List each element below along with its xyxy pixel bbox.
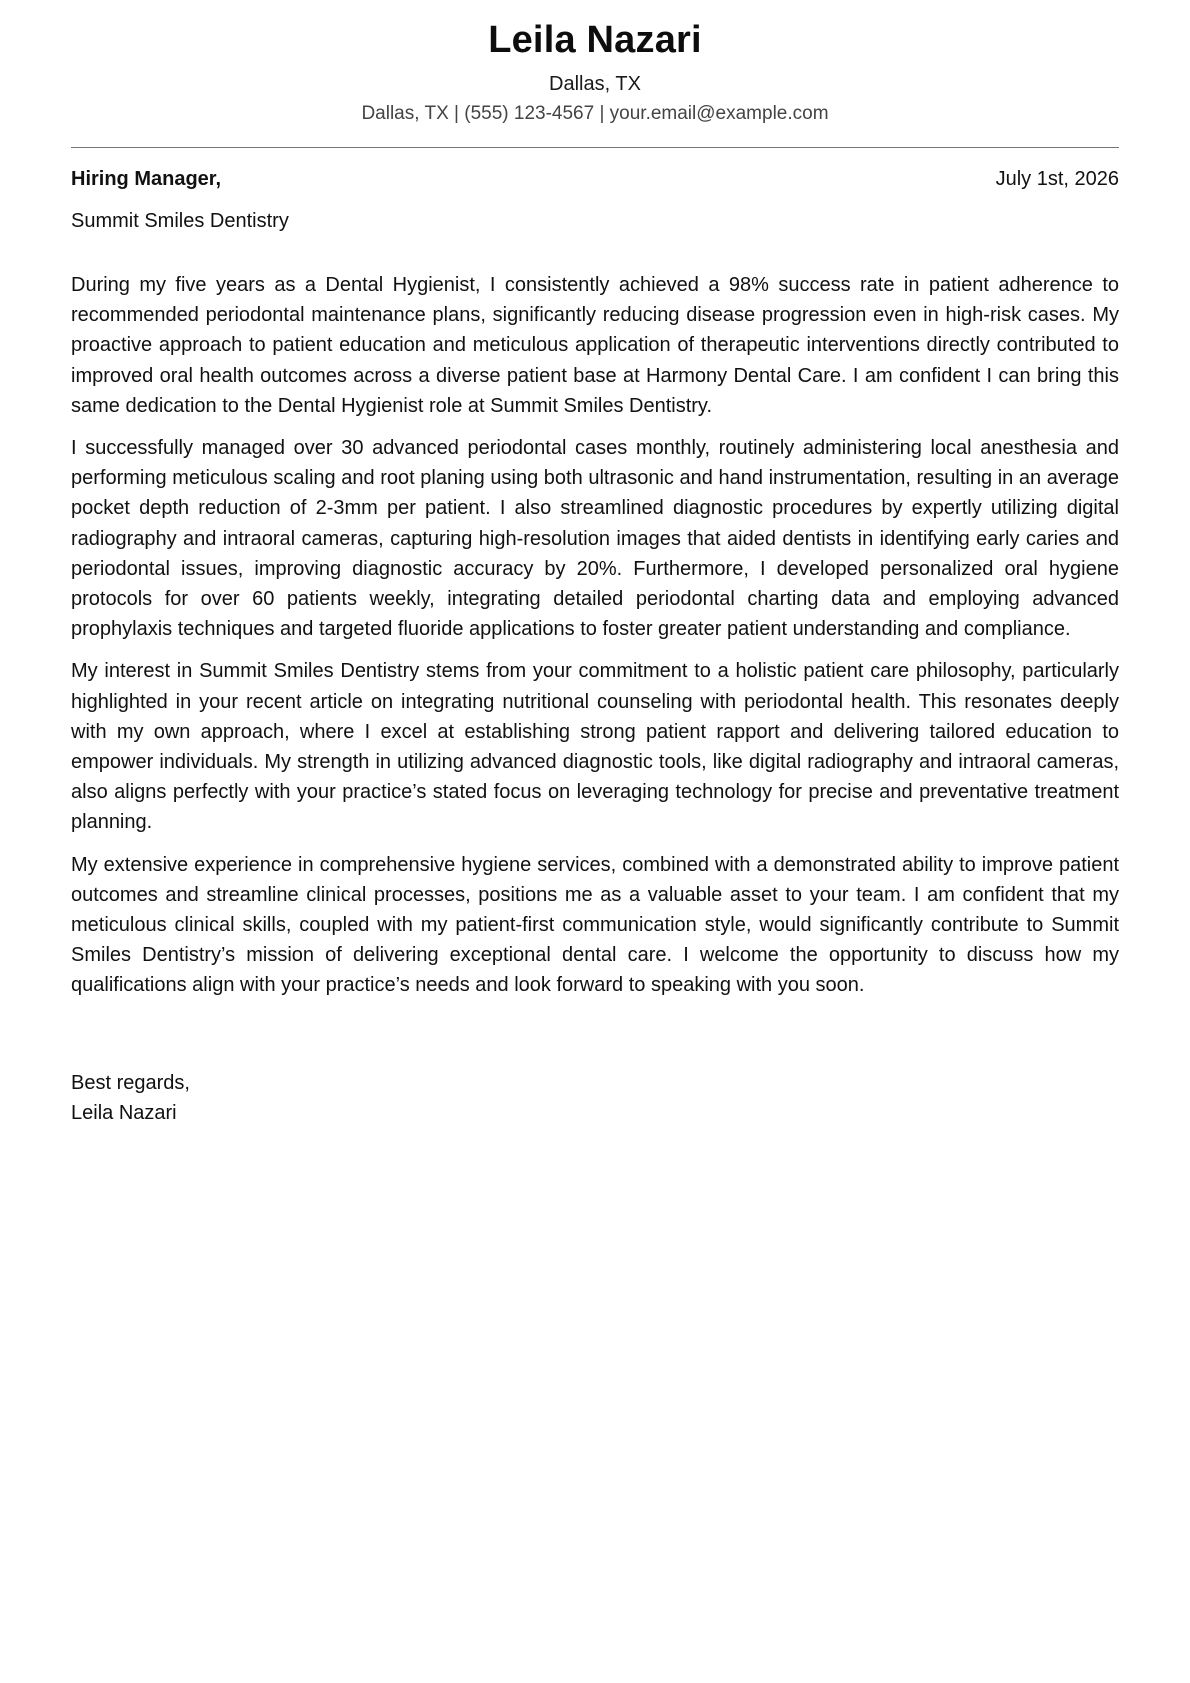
- body-paragraph: My extensive experience in comprehensive hygiene services, combined with a demonstrated ability to improve patient outcomes and streamline clinical processes, positions me as a valuable asset to your team. I am confident that my meticulous clinical skills, coupled with my patient-first communication style, would significantly contribute to Summit Smiles Dentistry’s mission of delivering exceptional dental care. I welcome the opportunity to discuss how my qualifications align with your practice’s needs and look forward to speaking with you soon.: [71, 853, 1119, 997]
- header-divider: [71, 147, 1119, 148]
- letter-body: [71, 270, 1119, 1013]
- signature-name: Leila Nazari: [71, 1102, 177, 1124]
- applicant-location: Dallas, TX: [549, 73, 641, 95]
- recipient-date-row: [71, 164, 1119, 194]
- recipient-salutation: Hiring Manager,: [71, 168, 222, 190]
- letter-closing: [71, 1068, 190, 1128]
- letter-header: [71, 14, 1119, 128]
- letter-date: July 1st, 2026: [995, 168, 1119, 190]
- body-paragraph: During my five years as a Dental Hygienist, I consistently achieved a 98% success rate in patient adherence to recommended periodontal maintenance plans, significantly reducing disease progression even in high-risk cases. My proactive approach to patient education and meticulous application of therapeutic interventions directly contributed to improved oral health outcomes across a diverse patient base at Harmony Dental Care. I am confident I can bring this same dedication to the Dental Hygienist role at Summit Smiles Dentistry.: [71, 274, 1119, 417]
- contact-line: Dallas, TX | (555) 123-4567 | your.email@example.com: [361, 103, 829, 124]
- applicant-name: Leila Nazari: [488, 19, 702, 61]
- body-paragraph: My interest in Summit Smiles Dentistry stems from your commitment to a holistic patient care philosophy, particularly highlighted in your recent article on integrating nutritional counseling with periodontal health. This resonates deeply with my own approach, where I excel at establishing strong patient rapport and delivering tailored education to empower individuals. My strength in utilizing advanced diagnostic tools, like digital radiography and intraoral cameras, also aligns perfectly with your practice’s stated focus on leveraging technology for precise and preventative treatment planning.: [71, 660, 1119, 834]
- body-paragraph: I successfully managed over 30 advanced periodontal cases monthly, routinely administering local anesthesia and performing meticulous scaling and root planing using both ultrasonic and hand instrumentation, resulting in an average pocket depth reduction of 2-3mm per patient. I also streamlined diagnostic procedures by expertly utilizing digital radiography and intraoral cameras, capturing high-resolution images that aided dentists in identifying early caries and periodontal issues, improving diagnostic accuracy by 20%. Furthermore, I developed personalized oral hygiene protocols for over 60 patients weekly, integrating detailed periodontal charting data and employing advanced prophylaxis techniques and targeted fluoride applications to foster greater patient understanding and compliance.: [71, 437, 1119, 641]
- recipient-company: Summit Smiles Dentistry: [71, 210, 289, 232]
- closing-phrase: Best regards,: [71, 1072, 190, 1094]
